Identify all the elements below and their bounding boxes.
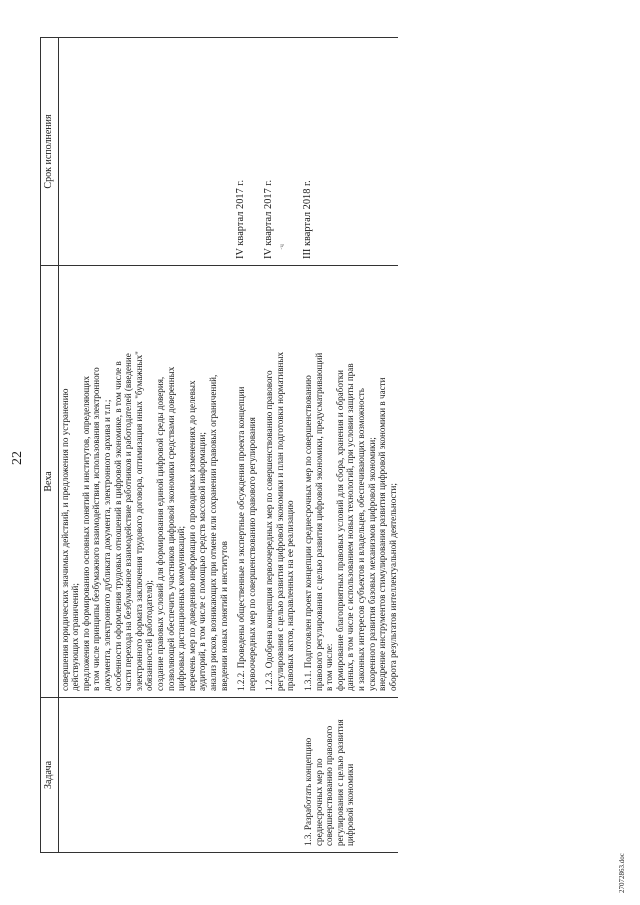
task-cell	[302, 698, 398, 853]
header-milestone: Веха	[41, 266, 59, 698]
task-cell	[263, 698, 296, 853]
deadline-cell	[58, 38, 229, 266]
milestone-line: данных, в том числе с использованием новых технологий, при условии защиты прав	[345, 363, 356, 691]
milestone-cell	[235, 266, 257, 698]
stray-mark: ·ч	[278, 244, 286, 250]
deadline-cell: IV квартал 2017 г.	[263, 38, 296, 266]
table-row	[235, 38, 257, 853]
milestone-line: особенности оформления трудовых отношений в цифровой экономике, в том числе в	[112, 361, 123, 691]
deadline-cell: III квартал 2018 г.	[302, 38, 398, 266]
milestone-line: 1.3.1. Подготовлен проект концепции среднесрочных мер по совершенствованию	[303, 375, 314, 691]
milestone-line: 1.2.3. Одобрена концепция первоочередных мер по совершенствованию правового	[264, 370, 275, 691]
task-line: среднесрочных мер по	[313, 758, 324, 846]
milestone-line: документа, электронного дубликата документа, электронного архива и т.п.;	[101, 399, 112, 691]
milestone-line: обязанностей работодателя);	[144, 580, 155, 691]
milestone-line: создание правовых условий для формирования единой цифровой среды доверия,	[154, 376, 165, 691]
milestone-line: формирование благоприятных правовых условий для сбора, хранения и обработки	[334, 370, 345, 691]
milestone-line: анализ рисков, возникающих при отмене или сохранении правовых ограничений,	[207, 374, 218, 691]
header-deadline: Срок исполнения	[41, 38, 59, 266]
table-row	[263, 38, 296, 853]
milestone-line: оборота результатов интеллектуальной деятельности;	[387, 483, 398, 691]
milestone-line: введении новых понятий и институтов	[218, 541, 229, 691]
milestone-line: действующих ограничений;	[70, 583, 81, 691]
milestone-line: перечень мер по доведению информации о проводимых изменениях до целевых	[186, 380, 197, 691]
milestones-table	[40, 37, 398, 853]
task-line: совершенствованию правового	[324, 725, 335, 846]
milestone-line: части перехода на безбумажное взаимодействие работников и работодателей (введение	[123, 353, 134, 691]
milestone-line: внедрение инструментов стимулирования развития цифровой экономики в части	[377, 377, 388, 691]
deadline-cell: IV квартал 2017 г.	[235, 38, 257, 266]
table-header-row	[41, 38, 59, 853]
document-code: 27072863.doc	[618, 853, 626, 893]
milestone-line: в том числе принципы безбумажного взаимодействия, использования электронного	[91, 367, 102, 691]
milestone-cell	[302, 266, 398, 698]
milestone-line: предложения по формированию основных понятий и институтов, определяющих	[80, 375, 91, 691]
table-body	[58, 38, 398, 853]
milestone-line: 1.2.2. Проведены общественные и экспертные обсуждения проекта концепции	[236, 386, 247, 691]
milestone-cell	[263, 266, 296, 698]
task-cell	[58, 698, 229, 853]
milestone-line: цифровых дистанционных коммуникаций;	[176, 526, 187, 691]
milestone-line: правовых актов, направленных на ее реализацию	[285, 500, 296, 691]
task-line: 1.3. Разработать концепцию	[303, 737, 314, 846]
milestone-line: аудиторий, в том числе с помощью средств массовой информации;	[197, 432, 208, 691]
table-row	[58, 38, 229, 853]
milestone-line: правового регулирования с целью развития цифровой экономики, предусматривающий	[313, 352, 324, 691]
milestone-cell	[58, 266, 229, 698]
milestone-line: в том числе:	[324, 643, 335, 691]
task-line: регулирования с целью развития	[334, 719, 345, 846]
milestone-line: ускоренного развития базовых механизмов цифровой экономики;	[366, 437, 377, 691]
milestone-line: и законных интересов субъектов и владельцев, обеспечивающих возможность	[356, 388, 367, 691]
milestone-line: регулирования с целью развития цифровой экономики и план подготовки нормативных	[274, 351, 285, 691]
milestone-line: первоочередных мер по совершенствованию правового регулирования	[246, 417, 257, 691]
milestone-line: совершения юридических значимых действий, и предложения по устранению	[59, 388, 70, 691]
task-line: цифровой экономики	[345, 763, 356, 846]
task-cell	[235, 698, 257, 853]
milestone-line: позволяющей обеспечить участников цифровой экономики средствами доверенных	[165, 366, 176, 691]
page-number: 22	[10, 451, 25, 465]
header-task: Задача	[41, 698, 59, 853]
table-row	[302, 38, 398, 853]
milestone-line: электронного формата заключения трудового договора, оптимизация иных "бумажных"	[133, 351, 144, 691]
